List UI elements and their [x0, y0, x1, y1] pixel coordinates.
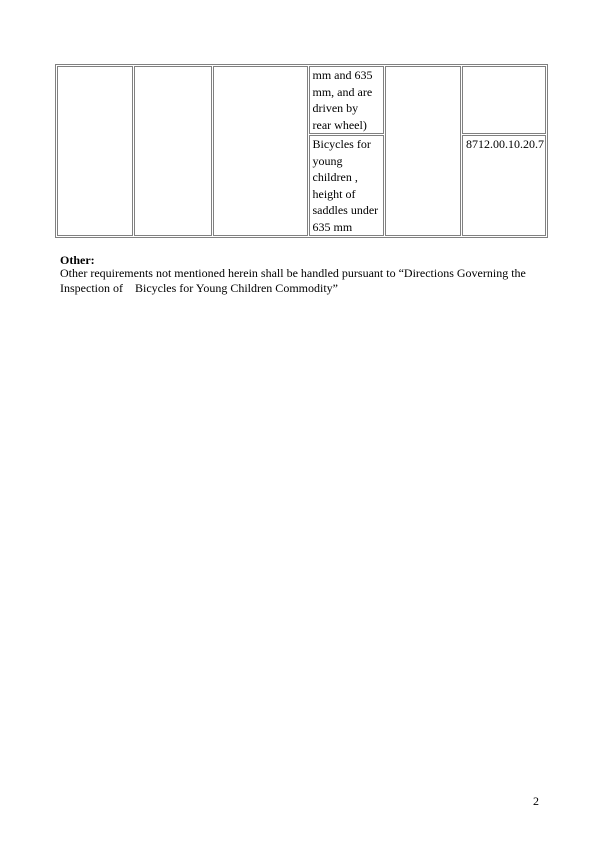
other-text-line: Other requirements not mentioned herein shall be handled pursuant to “Directions Governing the	[60, 266, 526, 280]
inspection-table	[55, 64, 548, 238]
table-cell-description: mm and 635 mm, and are driven by rear wheel)	[309, 66, 384, 134]
table-cell-description: Bicycles for young children , height of saddles under 635 mm	[309, 135, 384, 236]
table-cell-empty	[213, 66, 308, 236]
table-cell-empty	[134, 66, 211, 236]
other-text-line: Inspection of Bicycles for Young Children Commodity”	[60, 280, 338, 295]
table-cell-code	[462, 66, 546, 134]
other-heading: Other:	[60, 253, 95, 267]
other-requirements-text	[60, 266, 550, 295]
table-cell-code: 8712.00.10.20.7	[462, 135, 546, 236]
page-number: 2	[533, 794, 539, 808]
table-cell-empty	[57, 66, 133, 236]
table-cell-empty	[385, 66, 461, 236]
table-row	[57, 66, 546, 134]
